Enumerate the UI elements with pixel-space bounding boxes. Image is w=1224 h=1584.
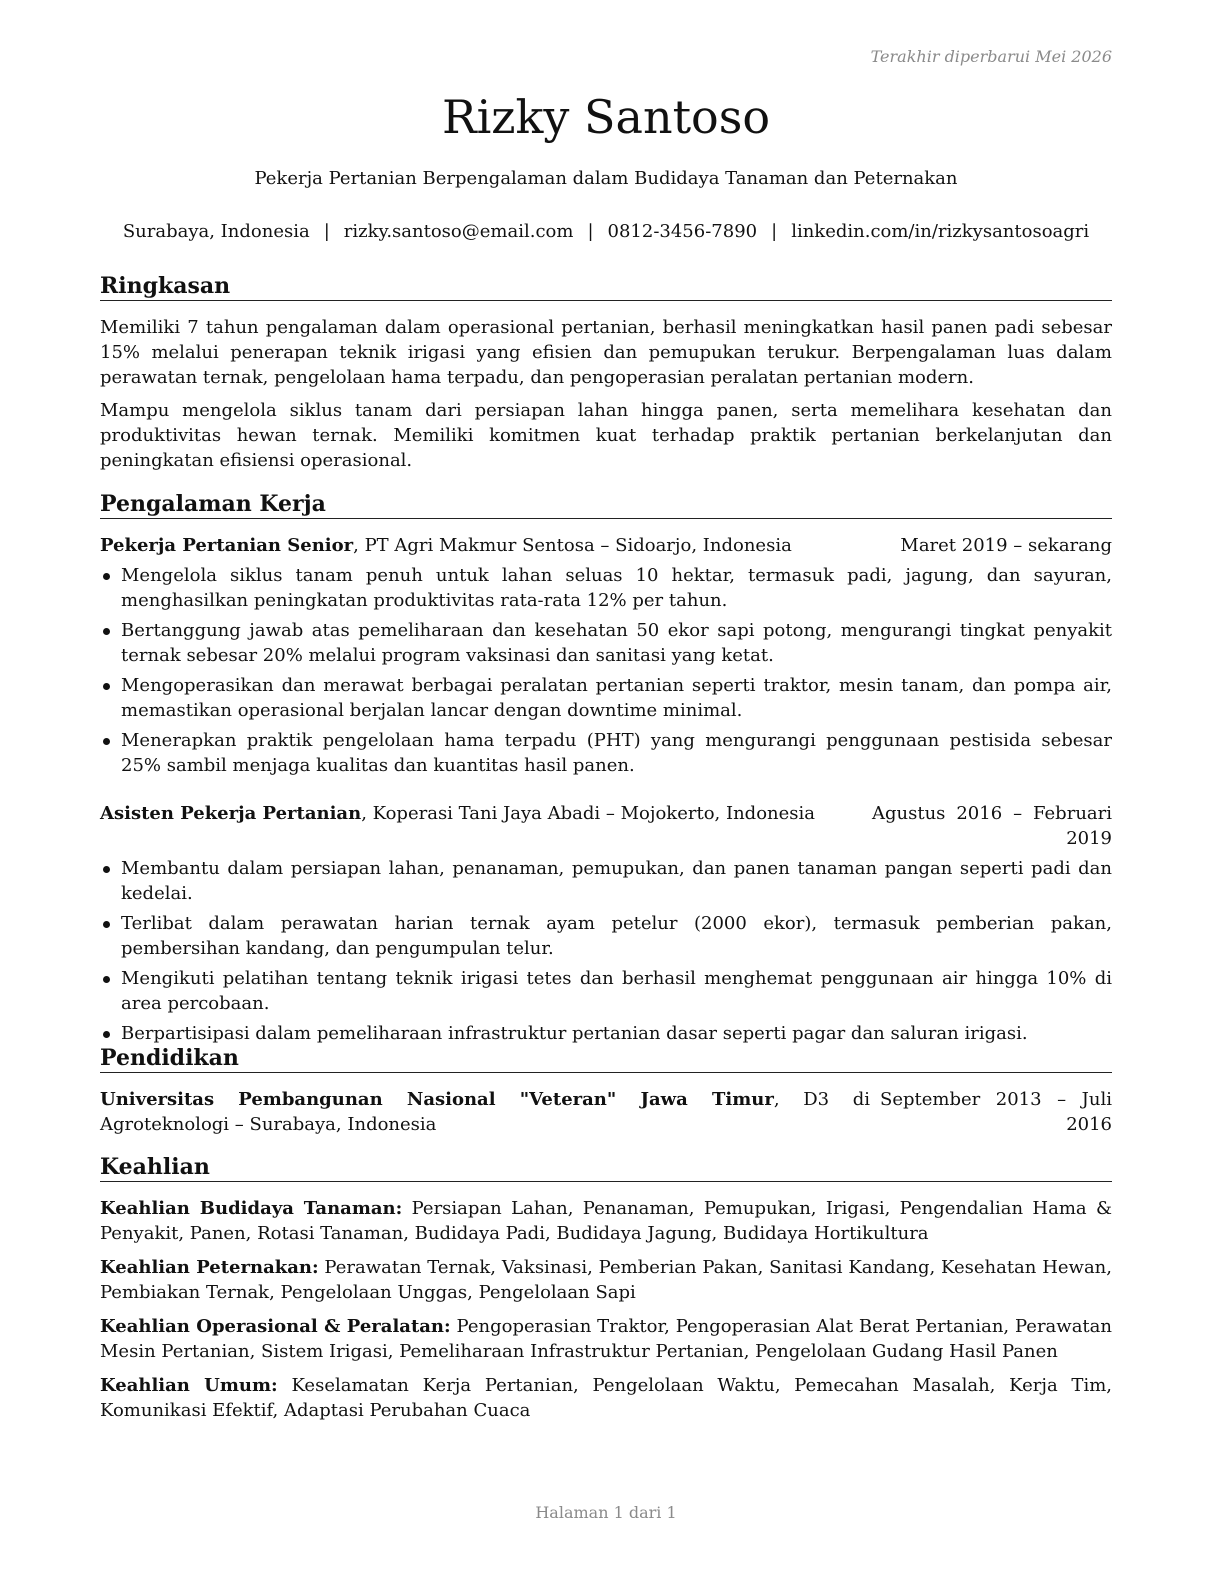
list-item: Terlibat dalam perawatan harian ternak ayam petelur (2000 ekor), termasuk pemberian pakan, pembersihan kandang, dan pengumpulan telur. (100, 911, 1112, 961)
skill-group (100, 1255, 1112, 1305)
summary-section (100, 315, 1112, 473)
job-title-line (100, 801, 815, 826)
education-school: Universitas Pembangunan Nasional "Veteran" Jawa Timur (100, 1089, 774, 1110)
summary-paragraph: Memiliki 7 tahun pengalaman dalam operasional pertanian, berhasil meningkatkan hasil panen padi sebesar 15% melalui penerapan teknik irigasi yang efisien dan pemupukan terukur. Berpengalaman luas dalam perawatan ternak, pengelolaan hama terpadu, dan pengoperasian peralatan pertanian modern. (100, 317, 1112, 388)
list-item: Menerapkan praktik pengelolaan hama terpadu (PHT) yang mengurangi penggunaan pestisida sebesar 25% sambil menjaga kualitas dan kuantitas hasil panen. (100, 728, 1112, 778)
section-title-education: Pendidikan (100, 1044, 1112, 1073)
list-item: Membantu dalam persiapan lahan, penanaman, pemupukan, dan panen tanaman pangan seperti padi dan kedelai. (100, 856, 1112, 906)
skills-section (100, 1196, 1112, 1432)
list-item: Mengikuti pelatihan tentang teknik irigasi tetes dan berhasil menghemat penggunaan air hingga 10% di area percobaan. (100, 966, 1112, 1016)
summary-paragraph: Mampu mengelola siklus tanam dari persiapan lahan hingga panen, serta memelihara kesehatan dan produktivitas hewan ternak. Memiliki komitmen kuat terhadap praktik pertanian berkelanjutan dan peningkatan efisiensi operasional. (100, 400, 1112, 471)
education-degree: , D3 di Agroteknologi – Surabaya, Indonesia (100, 1089, 870, 1135)
candidate-headline: Pekerja Pertanian Berpengalaman dalam Budidaya Tanaman dan Peternakan (254, 168, 958, 189)
skill-group-items: Persiapan Lahan, Penanaman, Pemupukan, Irigasi, Pengendalian Hama & Penyakit, Panen, Rotasi Tanaman, Budidaya Padi, Budidaya Jagung, Budidaya Hortikultura (100, 1198, 1112, 1244)
contact-phone[interactable]: 0812-3456-7890 (607, 221, 758, 242)
list-item: Mengelola siklus tanam penuh untuk lahan seluas 10 hektar, termasuk padi, jagung, dan sayuran, menghasilkan peningkatan produktivitas rata-rata 12% per tahun. (100, 563, 1112, 613)
skill-group-label: Keahlian Budidaya Tanaman: (100, 1198, 403, 1219)
job-header (100, 533, 1112, 558)
job-role: Asisten Pekerja Pertanian (100, 803, 362, 824)
skill-group-items: Perawatan Ternak, Vaksinasi, Pemberian Pakan, Sanitasi Kandang, Kesehatan Hewan, Pembiakan Ternak, Pengelolaan Unggas, Pengelolaan Sapi (100, 1257, 1112, 1303)
skill-group (100, 1314, 1112, 1364)
job-organization: , PT Agri Makmur Sentosa – Sidoarjo, Indonesia (353, 535, 792, 556)
job-bullets (100, 563, 1112, 778)
job-dates: Agustus 2016 – Februari 2019 (872, 803, 1112, 849)
list-item: Berpartisipasi dalam pemeliharaan infrastruktur pertanian dasar seperti pagar dan saluran irigasi. (100, 1021, 1112, 1046)
contact-line (100, 219, 1112, 244)
contact-linkedin[interactable]: linkedin.com/in/rizkysantosoagri (791, 221, 1090, 242)
section-title-summary: Ringkasan (100, 272, 1112, 301)
skill-group (100, 1373, 1112, 1423)
page-number: Halaman 1 dari 1 (535, 1503, 677, 1522)
list-item: Mengoperasikan dan merawat berbagai peralatan pertanian seperti traktor, mesin tanam, dan pompa air, memastikan operasional berjalan lancar dengan downtime minimal. (100, 673, 1112, 723)
candidate-name: Rizky Santoso (441, 90, 771, 144)
section-title-experience: Pengalaman Kerja (100, 490, 1112, 519)
contact-location: Surabaya, Indonesia (122, 221, 310, 242)
education-dates: September 2013 – Juli 2016 (880, 1089, 1112, 1135)
skill-group-label: Keahlian Umum: (100, 1375, 278, 1396)
contact-separator: | (323, 221, 330, 242)
list-item: Bertanggung jawab atas pemeliharaan dan kesehatan 50 ekor sapi potong, mengurangi tingkat penyakit ternak sebesar 20% melalui program vaksinasi dan sanitasi yang ketat. (100, 618, 1112, 668)
skill-group-items: Pengoperasian Traktor, Pengoperasian Alat Berat Pertanian, Perawatan Mesin Pertanian, Sistem Irigasi, Pemeliharaan Infrastruktur Pertanian, Pengelolaan Gudang Hasil Panen (100, 1316, 1112, 1362)
skill-group-label: Keahlian Operasional & Peralatan: (100, 1316, 451, 1337)
job-role: Pekerja Pertanian Senior (100, 535, 354, 556)
education-school-line (100, 1087, 870, 1137)
job-entry (100, 533, 1112, 783)
skill-group (100, 1196, 1112, 1246)
contact-separator: | (587, 221, 594, 242)
job-organization: , Koperasi Tani Jaya Abadi – Mojokerto, Indonesia (361, 803, 816, 824)
job-title-line (100, 533, 792, 558)
job-bullets (100, 856, 1112, 1046)
job-entry (100, 801, 1112, 1051)
job-dates: Maret 2019 – sekarang (900, 535, 1112, 556)
last-updated: Terakhir diperbarui Mei 2026 (870, 47, 1112, 66)
contact-separator: | (771, 221, 778, 242)
resume-page (100, 0, 1112, 1584)
skill-group-items: Keselamatan Kerja Pertanian, Pengelolaan Waktu, Pemecahan Masalah, Kerja Tim, Komunikasi Efektif, Adaptasi Perubahan Cuaca (100, 1375, 1112, 1421)
education-entry (100, 1087, 1112, 1137)
section-title-skills: Keahlian (100, 1153, 1112, 1182)
job-header (100, 801, 1112, 851)
skill-group-label: Keahlian Peternakan: (100, 1257, 319, 1278)
contact-email[interactable]: rizky.santoso@email.com (343, 221, 574, 242)
